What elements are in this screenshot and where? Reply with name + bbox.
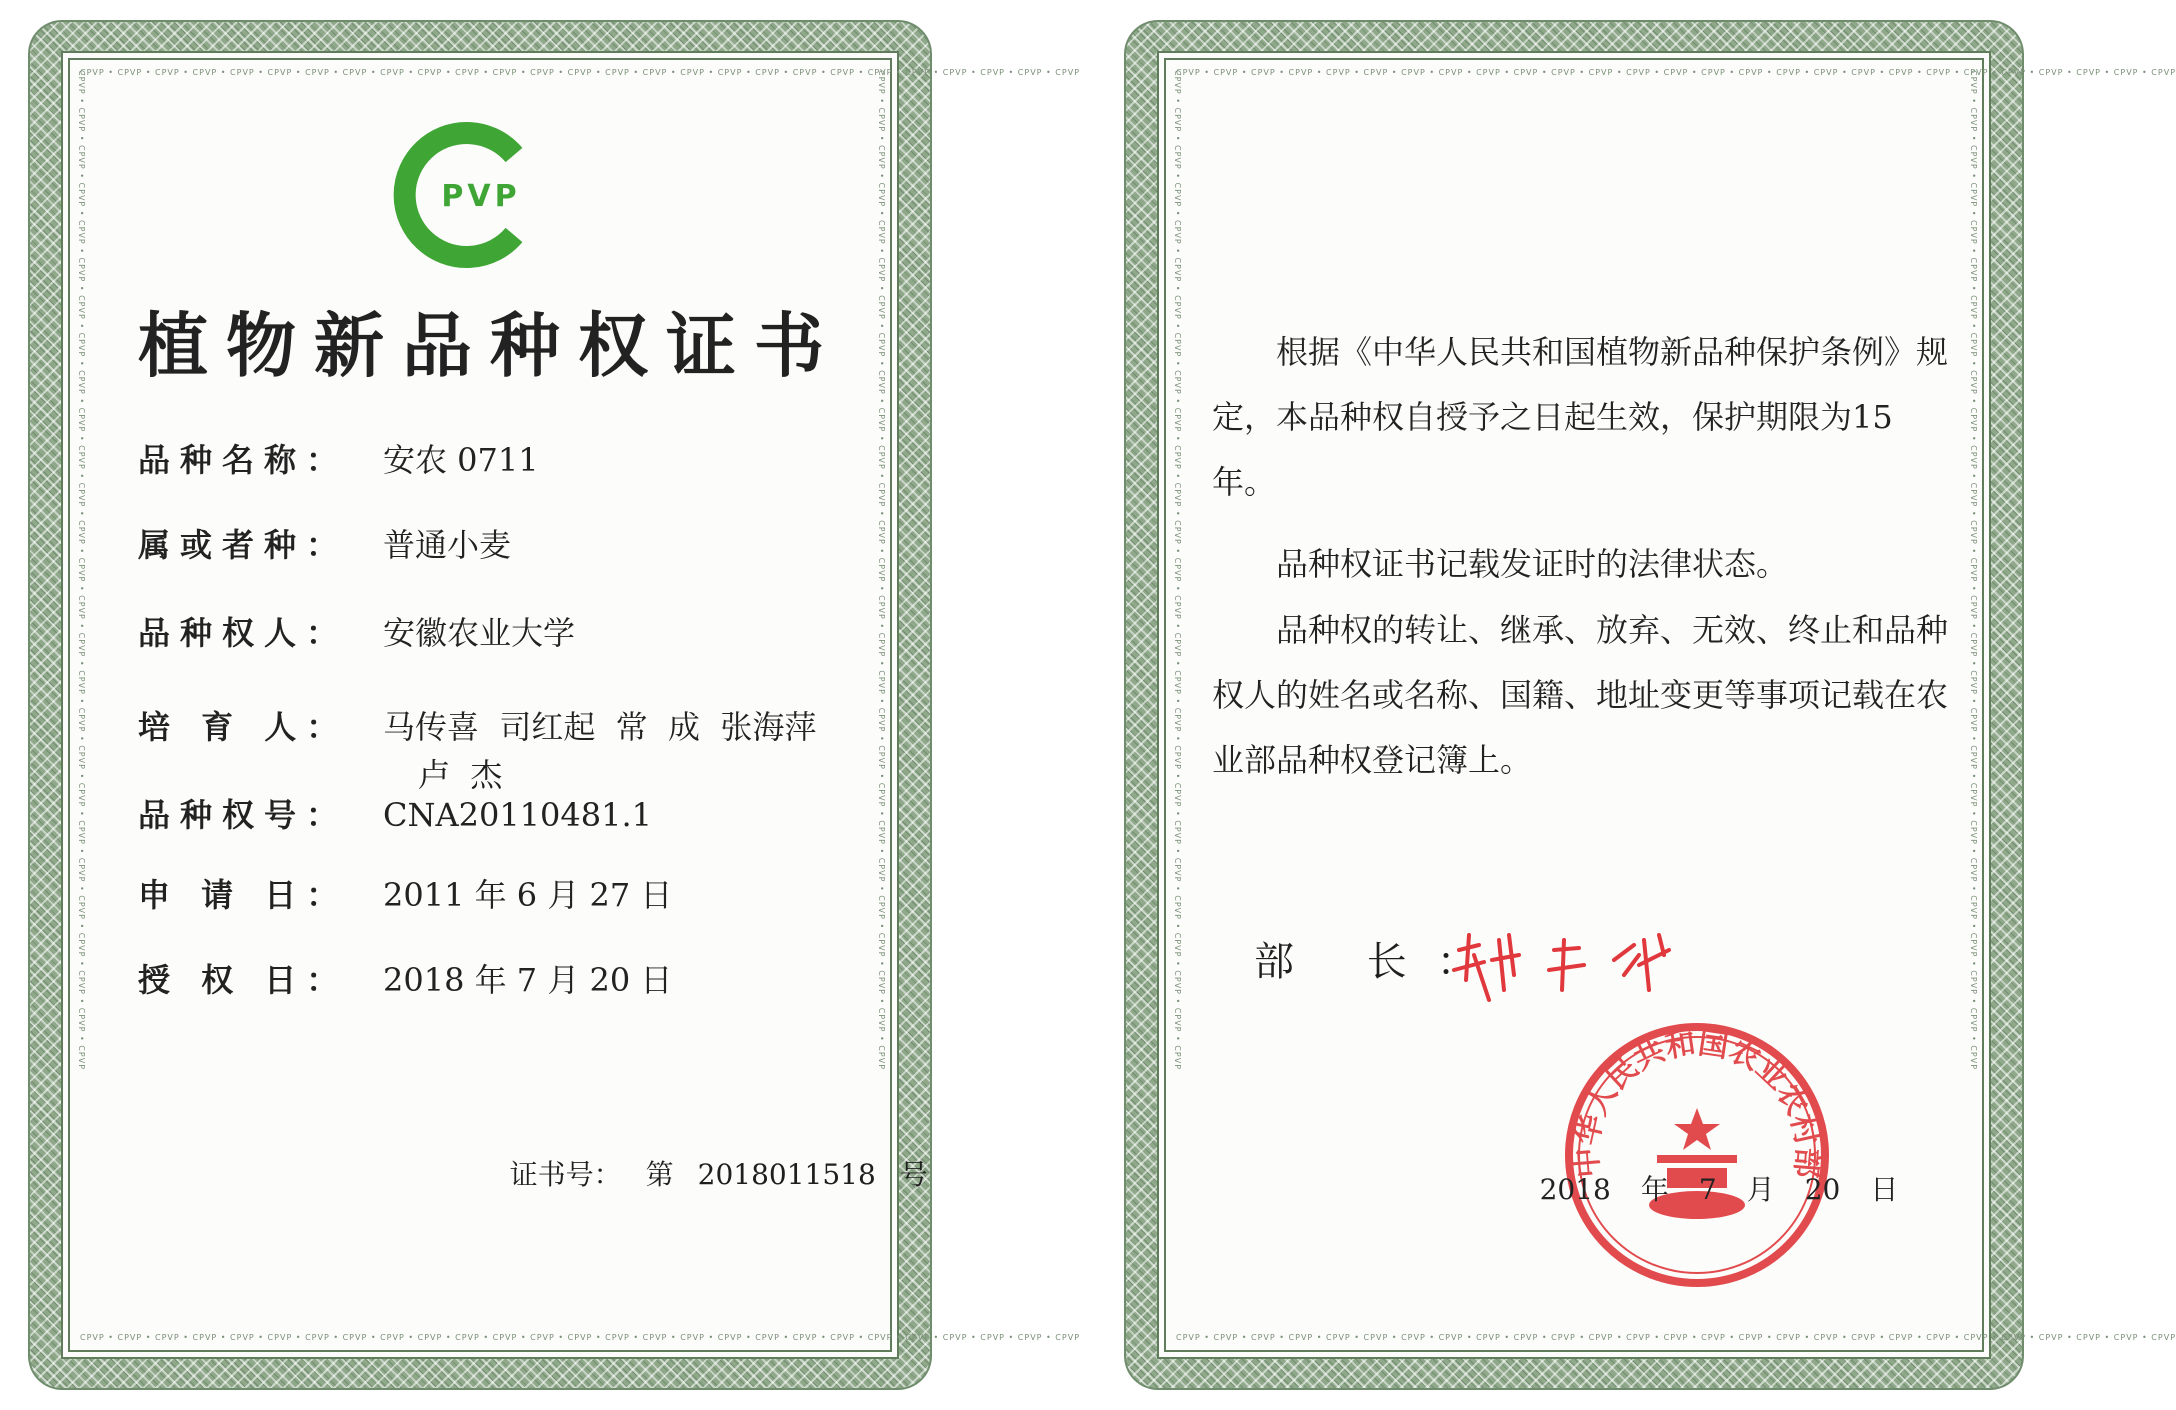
seal-text: 中华人民共和国农业农村部 [1569, 1025, 1825, 1179]
cert-no-label: 证书号： [509, 1158, 622, 1191]
border-microtext-bottom: CPVP • CPVP • CPVP • CPVP • CPVP • CPVP • CPVP • CPVP • CPVP • CPVP • CPVP • CPVP • CPVP • CPVP • CPVP • CPVP • CPVP • CPVP • CPVP • CPVP • CPVP • CPVP • CPVP • CPVP • CPVP • CPVP • CPVP [80, 1333, 1081, 1342]
registry-text: 品种权的转让、继承、放弃、无效、终止和品种权人的姓名或名称、国籍、地址变更等事项记载在农业部品种权登记簿上。 [1212, 611, 1949, 779]
legal-status-paragraph [1212, 532, 1952, 597]
field-label: 品种名称： [138, 441, 349, 479]
field-value: 2018 年 7 月 20 日 [383, 961, 673, 999]
field-application-date [138, 870, 898, 930]
field-value: 马传喜 司红起 常 成 张海萍 [383, 708, 817, 746]
regulation-paragraph [1212, 320, 1952, 515]
field-variety-name [138, 435, 898, 495]
issue-date-month-unit: 月 [1746, 1173, 1775, 1206]
field-rights-holder [138, 608, 898, 668]
field-grant-date [138, 955, 898, 1015]
field-value: 安徽农业大学 [383, 614, 576, 652]
legal-status-text: 品种权证书记载发证时的法律状态。 [1276, 545, 1789, 583]
border-microtext-left: CPVP • CPVP • CPVP • CPVP • CPVP • CPVP • CPVP • CPVP • CPVP • CPVP • CPVP • CPVP • CPVP • CPVP • CPVP • CPVP • CPVP • CPVP • CPVP • CPVP • CPVP • CPVP • CPVP • CPVP • CPVP • CPVP • CPVP [77, 70, 86, 1071]
field-label: 申 请 日： [138, 876, 349, 914]
field-label: 属或者种： [138, 526, 349, 564]
regulation-text: 根据《中华人民共和国植物新品种保护条例》规定，本品种权自授予之日起生效，保护期限为15 年。 [1212, 333, 1949, 501]
issue-date-year: 2018 [1539, 1173, 1611, 1206]
field-label: 品种权人： [138, 614, 349, 652]
cert-no-value: 2018011518 [697, 1158, 876, 1191]
certificate-title: 植物新品种权证书 [138, 305, 842, 387]
field-label: 培 育 人： [138, 708, 349, 746]
border-microtext-right: CPVP • CPVP • CPVP • CPVP • CPVP • CPVP • CPVP • CPVP • CPVP • CPVP • CPVP • CPVP • CPVP • CPVP • CPVP • CPVP • CPVP • CPVP • CPVP • CPVP • CPVP • CPVP • CPVP • CPVP • CPVP • CPVP • CPVP [877, 70, 886, 1071]
field-value: 普通小麦 [383, 526, 512, 564]
issue-date-year-unit: 年 [1640, 1173, 1669, 1206]
certificate-number [474, 1120, 952, 1226]
field-breeders [138, 702, 898, 762]
certificate-front-page [28, 20, 1081, 1390]
minister-signature-icon [1444, 920, 1694, 1020]
cert-no-prefix: 第 [645, 1158, 674, 1191]
registry-paragraph [1212, 598, 1952, 793]
field-genus-species [138, 520, 898, 580]
border-microtext-top: CPVP • CPVP • CPVP • CPVP • CPVP • CPVP • CPVP • CPVP • CPVP • CPVP • CPVP • CPVP • CPVP • CPVP • CPVP • CPVP • CPVP • CPVP • CPVP • CPVP • CPVP • CPVP • CPVP • CPVP • CPVP • CPVP • CPVP [80, 68, 1081, 77]
certificate-back-page [1124, 20, 2176, 1390]
border-microtext-right: CPVP • CPVP • CPVP • CPVP • CPVP • CPVP • CPVP • CPVP • CPVP • CPVP • CPVP • CPVP • CPVP • CPVP • CPVP • CPVP • CPVP • CPVP • CPVP • CPVP • CPVP • CPVP • CPVP • CPVP • CPVP • CPVP • CPVP [1969, 70, 1978, 1071]
field-breeders-line2: 卢 杰 [418, 756, 503, 794]
field-value: CNA20110481.1 [383, 796, 652, 834]
cert-no-suffix: 号 [899, 1158, 928, 1191]
svg-text:PVP: PVP [441, 179, 521, 214]
issue-date-day: 20 [1804, 1173, 1841, 1206]
field-label: 品种权号： [138, 796, 349, 834]
issue-date-month: 7 [1698, 1173, 1717, 1206]
field-label: 授 权 日： [138, 961, 349, 999]
border-microtext-top: CPVP • CPVP • CPVP • CPVP • CPVP • CPVP • CPVP • CPVP • CPVP • CPVP • CPVP • CPVP • CPVP • CPVP • CPVP • CPVP • CPVP • CPVP • CPVP • CPVP • CPVP • CPVP • CPVP • CPVP • CPVP • CPVP • CPVP [1176, 68, 2176, 77]
issue-date [1504, 1135, 1928, 1241]
field-value: 2011 年 6 月 27 日 [383, 876, 673, 914]
border-microtext-bottom: CPVP • CPVP • CPVP • CPVP • CPVP • CPVP • CPVP • CPVP • CPVP • CPVP • CPVP • CPVP • CPVP • CPVP • CPVP • CPVP • CPVP • CPVP • CPVP • CPVP • CPVP • CPVP • CPVP • CPVP • CPVP • CPVP • CPVP [1176, 1333, 2176, 1342]
cpvp-logo-icon [394, 120, 544, 270]
minister-label: 部 长： [1254, 939, 1507, 985]
field-rights-number [138, 790, 898, 850]
border-microtext-left: CPVP • CPVP • CPVP • CPVP • CPVP • CPVP • CPVP • CPVP • CPVP • CPVP • CPVP • CPVP • CPVP • CPVP • CPVP • CPVP • CPVP • CPVP • CPVP • CPVP • CPVP • CPVP • CPVP • CPVP • CPVP • CPVP • CPVP [1173, 70, 1182, 1071]
issue-date-day-unit: 日 [1870, 1173, 1899, 1206]
field-value: 安农 0711 [383, 441, 539, 479]
